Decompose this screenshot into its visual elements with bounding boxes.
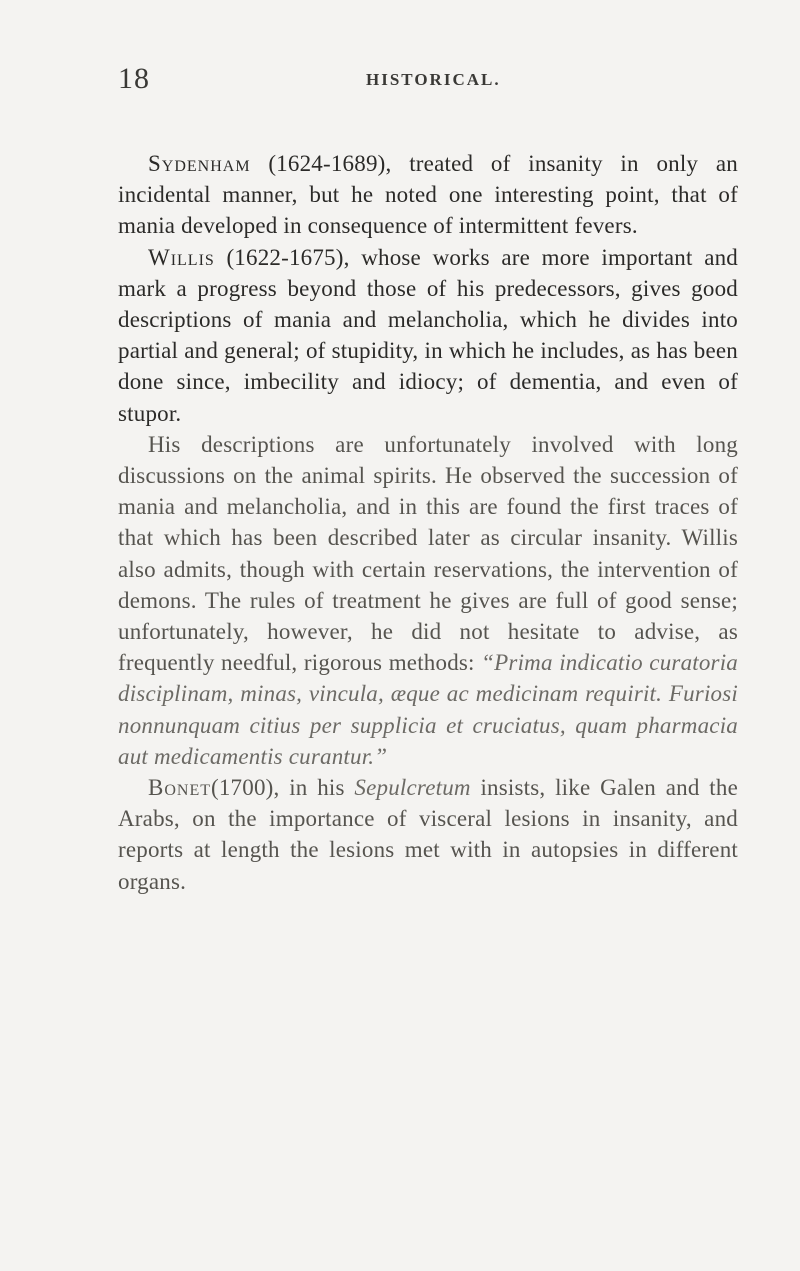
author-name-sydenham: Sydenham — [148, 151, 251, 176]
paragraph-text: whose works are more important and mark a progress beyond those of his predecessors, gives good descriptions of mania and melancholia, which he divides into partial and general; of stupidity, in which he includes, as has been done since, imbecility and idiocy; of dementia, and even of stupor. — [118, 244, 739, 426]
page-number: 18 — [118, 62, 150, 95]
paragraph-bonet — [118, 772, 738, 897]
author-dates-willis: (1622-1675), — [226, 244, 350, 270]
paragraph-descriptions — [118, 429, 738, 772]
author-dates-sydenham: (1624-1689), — [268, 151, 392, 176]
author-dates-bonet: (1700), — [211, 775, 280, 801]
author-name-willis: Willis — [148, 244, 215, 270]
paragraph-willis — [118, 242, 738, 429]
paragraph-text: insists, like Galen and the Arabs, on the importance of visceral lesions in insanity, and reports at length the lesions met with in autopsies in different organs. — [118, 775, 738, 894]
paragraph-text: His descriptions are unfortunately involved with long discussions on the animal spirits. He observed the succession of mania and melancholia, and in this are found the first traces of that which has been described later as circular insanity. Willis also admits, though with certain reservations, the intervention of demons. The rules of treatment he gives are full of good sense; unfortunately, however, he did not hesitate to advise, as frequently needful, rigorous methods: — [118, 431, 738, 676]
running-title: HISTORICAL. — [366, 70, 501, 89]
running-head — [118, 62, 738, 102]
work-title: Sepulcretum — [354, 775, 471, 801]
body-text — [118, 148, 738, 897]
paragraph-sydenham — [118, 148, 738, 242]
paragraph-text: treated of insanity in only an incidental manner, but he noted one interesting point, that of mania developed in consequence of intermittent fevers. — [118, 151, 738, 239]
paragraph-text: in his — [279, 775, 355, 801]
latin-quotation: “Prima indicatio curatoria disciplinam, minas, vincula, æque ac medicinam requirit. Furiosi nonnunquam citius per supplicia et cruciatus, quam pharmacia aut medicamentis curantur.” — [118, 650, 738, 769]
author-name-bonet: Bonet — [148, 775, 211, 801]
